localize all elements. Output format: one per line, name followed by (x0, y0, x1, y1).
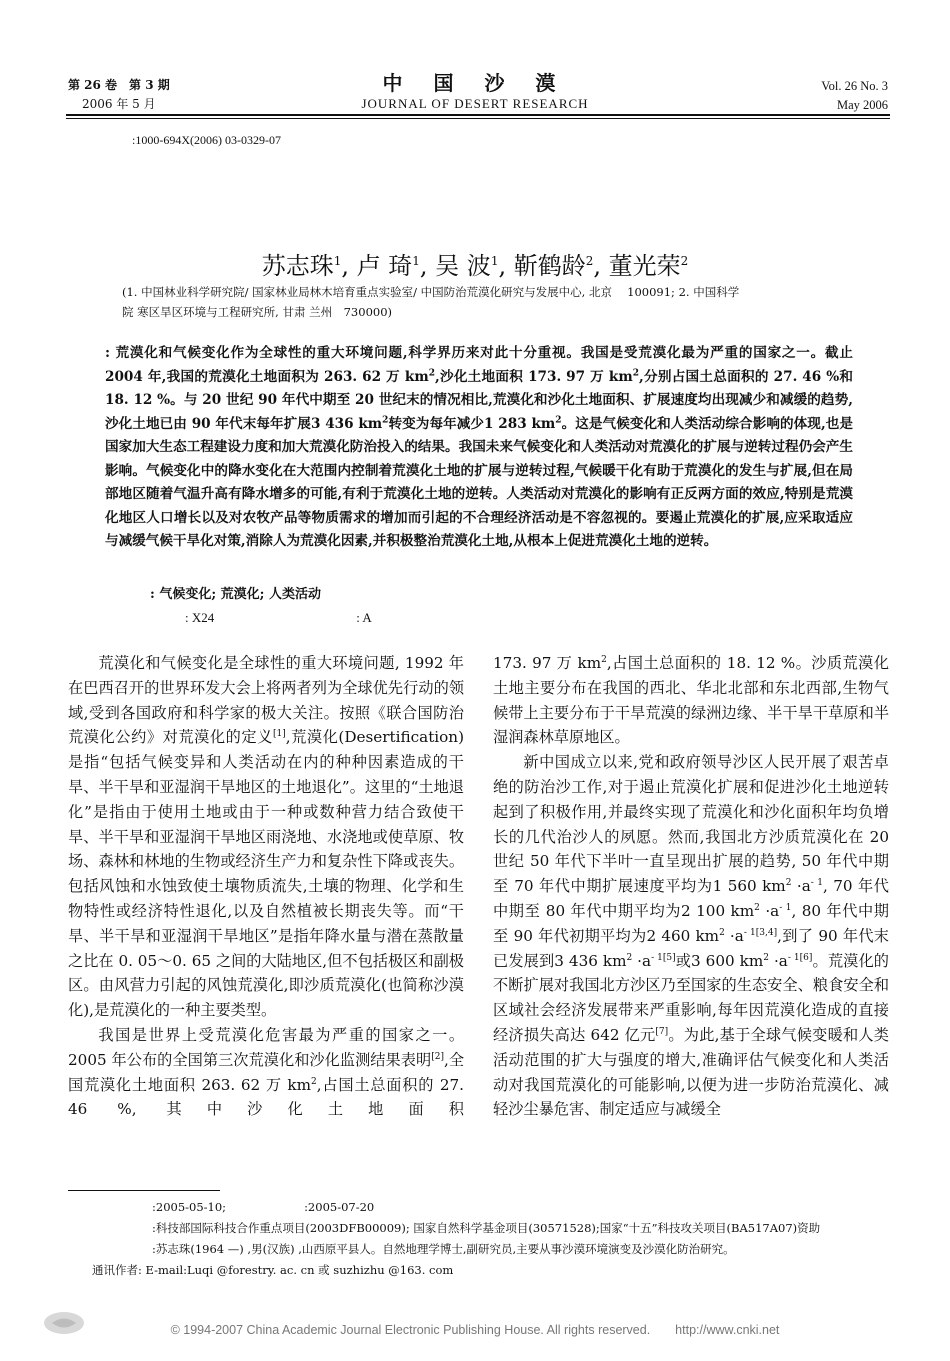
paragraph: 我国是世界上受荒漠化危害最为严重的国家之一。2005 年公布的全国第三次荒漠化和沙化监测结果表明[2],全国荒漠化土地面积 263. 62 万 $km^2$,占国土总面积的 27. 46 %, 其中沙化土地面积 (68, 1025, 465, 1119)
revised-date: :2005-07-20 (304, 1200, 375, 1214)
footnotes (92, 1197, 882, 1281)
body-column-right (493, 651, 889, 1122)
publication-date: 2006 年 5 月 (82, 97, 156, 111)
body-column-left (68, 651, 464, 1122)
author-list: 苏志珠$^1$, 卢 琦$^1$, 吴 波$^1$, 靳鹤龄$^2$, 董光荣$^2$ (261, 252, 689, 280)
classification (185, 610, 372, 626)
paragraph: 荒漠化和气候变化是全球性的重大环境问题, 1992 年在巴西召开的世界环发大会上将两者列为全球优先行动的领域,受到各国政府和科学家的极大关注。按照《联合国防治荒漠化公约》对荒漠化的定义[1],荒漠化(Desertification)是指“包括气候变异和人类活动在内的种种因素造成的干旱、半干旱和亚湿润干旱地区的土地退化”。这里的“土地退化”是指由于使用土地或由于一种或数种营力结合致使干旱、半干旱和亚湿润干旱地区雨浇地、水浇地或使草原、牧场、森林和林地的生物或经济生产力和复杂性下降或丧失。包括风蚀和水蚀致使土壤物质流失,土壤的物理、化学和生物特性或经济特性退化,以及自然植被长期丧失等。而“干旱、半干旱和亚湿润干旱地区”是指年降水量与潜在蒸散量之比在 0. 05～0. 65 之间的大陆地区,但不包括极区和副极区。由风营力引起的风蚀荒漠化,即沙质荒漠化(也简称沙漠化),是荒漠化的一种主要类型。 (68, 654, 464, 1020)
citation: [7] (655, 1026, 669, 1037)
citation: [1] (272, 729, 286, 740)
author-affil: 2 (680, 254, 689, 268)
author-affil: 2 (585, 254, 594, 268)
author-name: 靳鹤龄 (513, 252, 586, 280)
abstract: : 荒漠化和气候变化作为全球性的重大环境问题,科学界历来对此十分重视。我国是受荒漠化最为严重的国家之一。截止 2004 年,我国的荒漠化土地面积为 263. 62 万 $km^2$,沙化土地面积 173. 97 万 $km^2$,分别占国土总面积的 27. 46 %和 18. 12 %。与 20 世纪 90 年代中期至 20 世纪末的情况相比,荒漠化和沙化土地面积、扩展速度均出现减少和减缓的趋势,沙化土地已由 90 年代末每年扩展3 436 $km^2$转变为每年减少1 283 $km^2$。这是气候变化和人类活动综合影响的体现,也是国家加大生态工程建设力度和加大荒漠化防治投入的结果。我国未来气候变化和人类活动对荒漠化的扩展与逆转过程仍会产生影响。气候变化中的降水变化在大范围内控制着荒漠化土地的扩展与逆转过程,气候暖干化有助于荒漠化的发生与扩展,但在局部地区随着气温升高有降水增多的可能,有利于荒漠化土地的逆转。人类活动对荒漠化的影响有正反两方面的效应,特别是荒漠化地区人口增长以及对农牧产品等物质需求的增加而引起的不合理经济活动是不容忽视的。要遏止荒漠化的扩展,应采取适应与减缓气候干旱化对策,消除人为荒漠化因素,并积极整治荒漠化土地,从根本上促进荒漠化土地的逆转。 (105, 345, 853, 549)
paragraph: 新中国成立以来,党和政府领导沙区人民开展了艰苦卓绝的防治沙工作,对于遏止荒漠化扩展和促进沙化土地逆转起到了积极作用,并最终实现了荒漠化和沙化面积年均负增长的几代治沙人的夙愿。然而,我国北方沙质荒漠化在 20 世纪 50 年代下半叶一直呈现出扩展的趋势, 50 年代中期至 70 年代中期扩展速度平均为1 560 $km^2 \cdot a^{- 1}$, 70 年代中期至 80 年代中期平均为2 100 $km^2 \cdot a^{- 1}$, 80 年代中期至 90 年代初期平均为2 460 $km^2 \cdot a^{- 1[3,4]}$,到了 90 年代末已发展到3 436 $km^2 \cdot a^{- 1[5]}$或3 600 $km^2 \cdot a^{- 1[6]}$。荒漠化的不断扩展对我国北方沙区乃至国家的生态安全、粮食安全和区域社会经济发展带来严重影响,每年因荒漠化造成的直接经济损失高达 642 亿元[7]。为此,基于全球气候变暖和人类活动范围的扩大与强度的增大,准确评估气候变化和人类活动对我国荒漠化的可能影响,以便为进一步防治荒漠化、减轻沙尘暴危害、制定适应与减缓全 (493, 753, 889, 1119)
journal-title-cn: 中 国 沙 漠 (382, 71, 568, 95)
affiliation-line: (1. 中国林业科学研究院/ 国家林业局林木培育重点实验室/ 中国防治荒漠化研究与发展中心, 北京 100091; 2. 中国科学 (122, 285, 740, 299)
affiliations (122, 282, 842, 322)
volume-issue: 第 26 卷 第 3 期 (68, 78, 170, 92)
footnote-dates (152, 1197, 882, 1218)
keywords: : 气候变化; 荒漠化; 人类活动 (150, 587, 321, 602)
publication-date-en: May 2006 (836, 98, 888, 112)
author-affil: 1 (490, 254, 499, 268)
issue-info-en (821, 77, 888, 115)
journal-title-en: JOURNAL OF DESERT RESEARCH (361, 96, 589, 111)
author-affil: 1 (333, 254, 342, 268)
journal-title (0, 70, 950, 112)
copyright-notice: © 1994-2007 China Academic Journal Electronic Publishing House. All rights reserved. http://www.cnki.net (170, 1323, 780, 1337)
paragraph: 173. 97 万 $km^2$,占国土总面积的 18. 12 %。沙质荒漠化土地主要分布在我国的西北、华北北部和东北西部,生物气候带上主要分布于干旱荒漠的绿洲边缘、半干旱干草原和半湿润森林草原地区。 (493, 654, 889, 747)
document-code: : A (356, 610, 372, 625)
clc-number: : X24 (185, 610, 215, 625)
article-id: :1000-694X(2006) 03-0329-07 (132, 133, 281, 147)
footnote-contact: 通讯作者: E-mail:Luqi @forestry. ac. cn 或 suzhizhu @163. com (92, 1263, 454, 1277)
received-date: :2005-05-10; (152, 1200, 227, 1214)
author-affil: 1 (412, 254, 420, 268)
affiliation-line: 院 寒区旱区环境与工程研究所, 甘肃 兰州 730000) (122, 305, 393, 319)
footnote-author-bio: :苏志珠(1964 —) ,男(汉族) ,山西原平县人。自然地理学博士,副研究员,主要从事沙漠环境演变及沙漠化防治研究。 (152, 1242, 735, 1256)
header-rule-thin (66, 118, 890, 119)
author-name: 卢 琦 (356, 252, 413, 280)
author-name: 董光荣 (608, 252, 681, 280)
author-name: 吴 波 (435, 252, 491, 280)
citation: [2] (431, 1051, 444, 1062)
author-name: 苏志珠 (261, 252, 334, 280)
footnote-rule (68, 1190, 220, 1191)
footnote-fund: :科技部国际科技合作重点项目(2003DFB00009); 国家自然科学基金项目(30571528);国家“十五”科技攻关项目(BA517A07)资助 (152, 1221, 821, 1235)
header-rule (66, 114, 890, 116)
volume-issue-en: Vol. 26 No. 3 (821, 79, 888, 93)
